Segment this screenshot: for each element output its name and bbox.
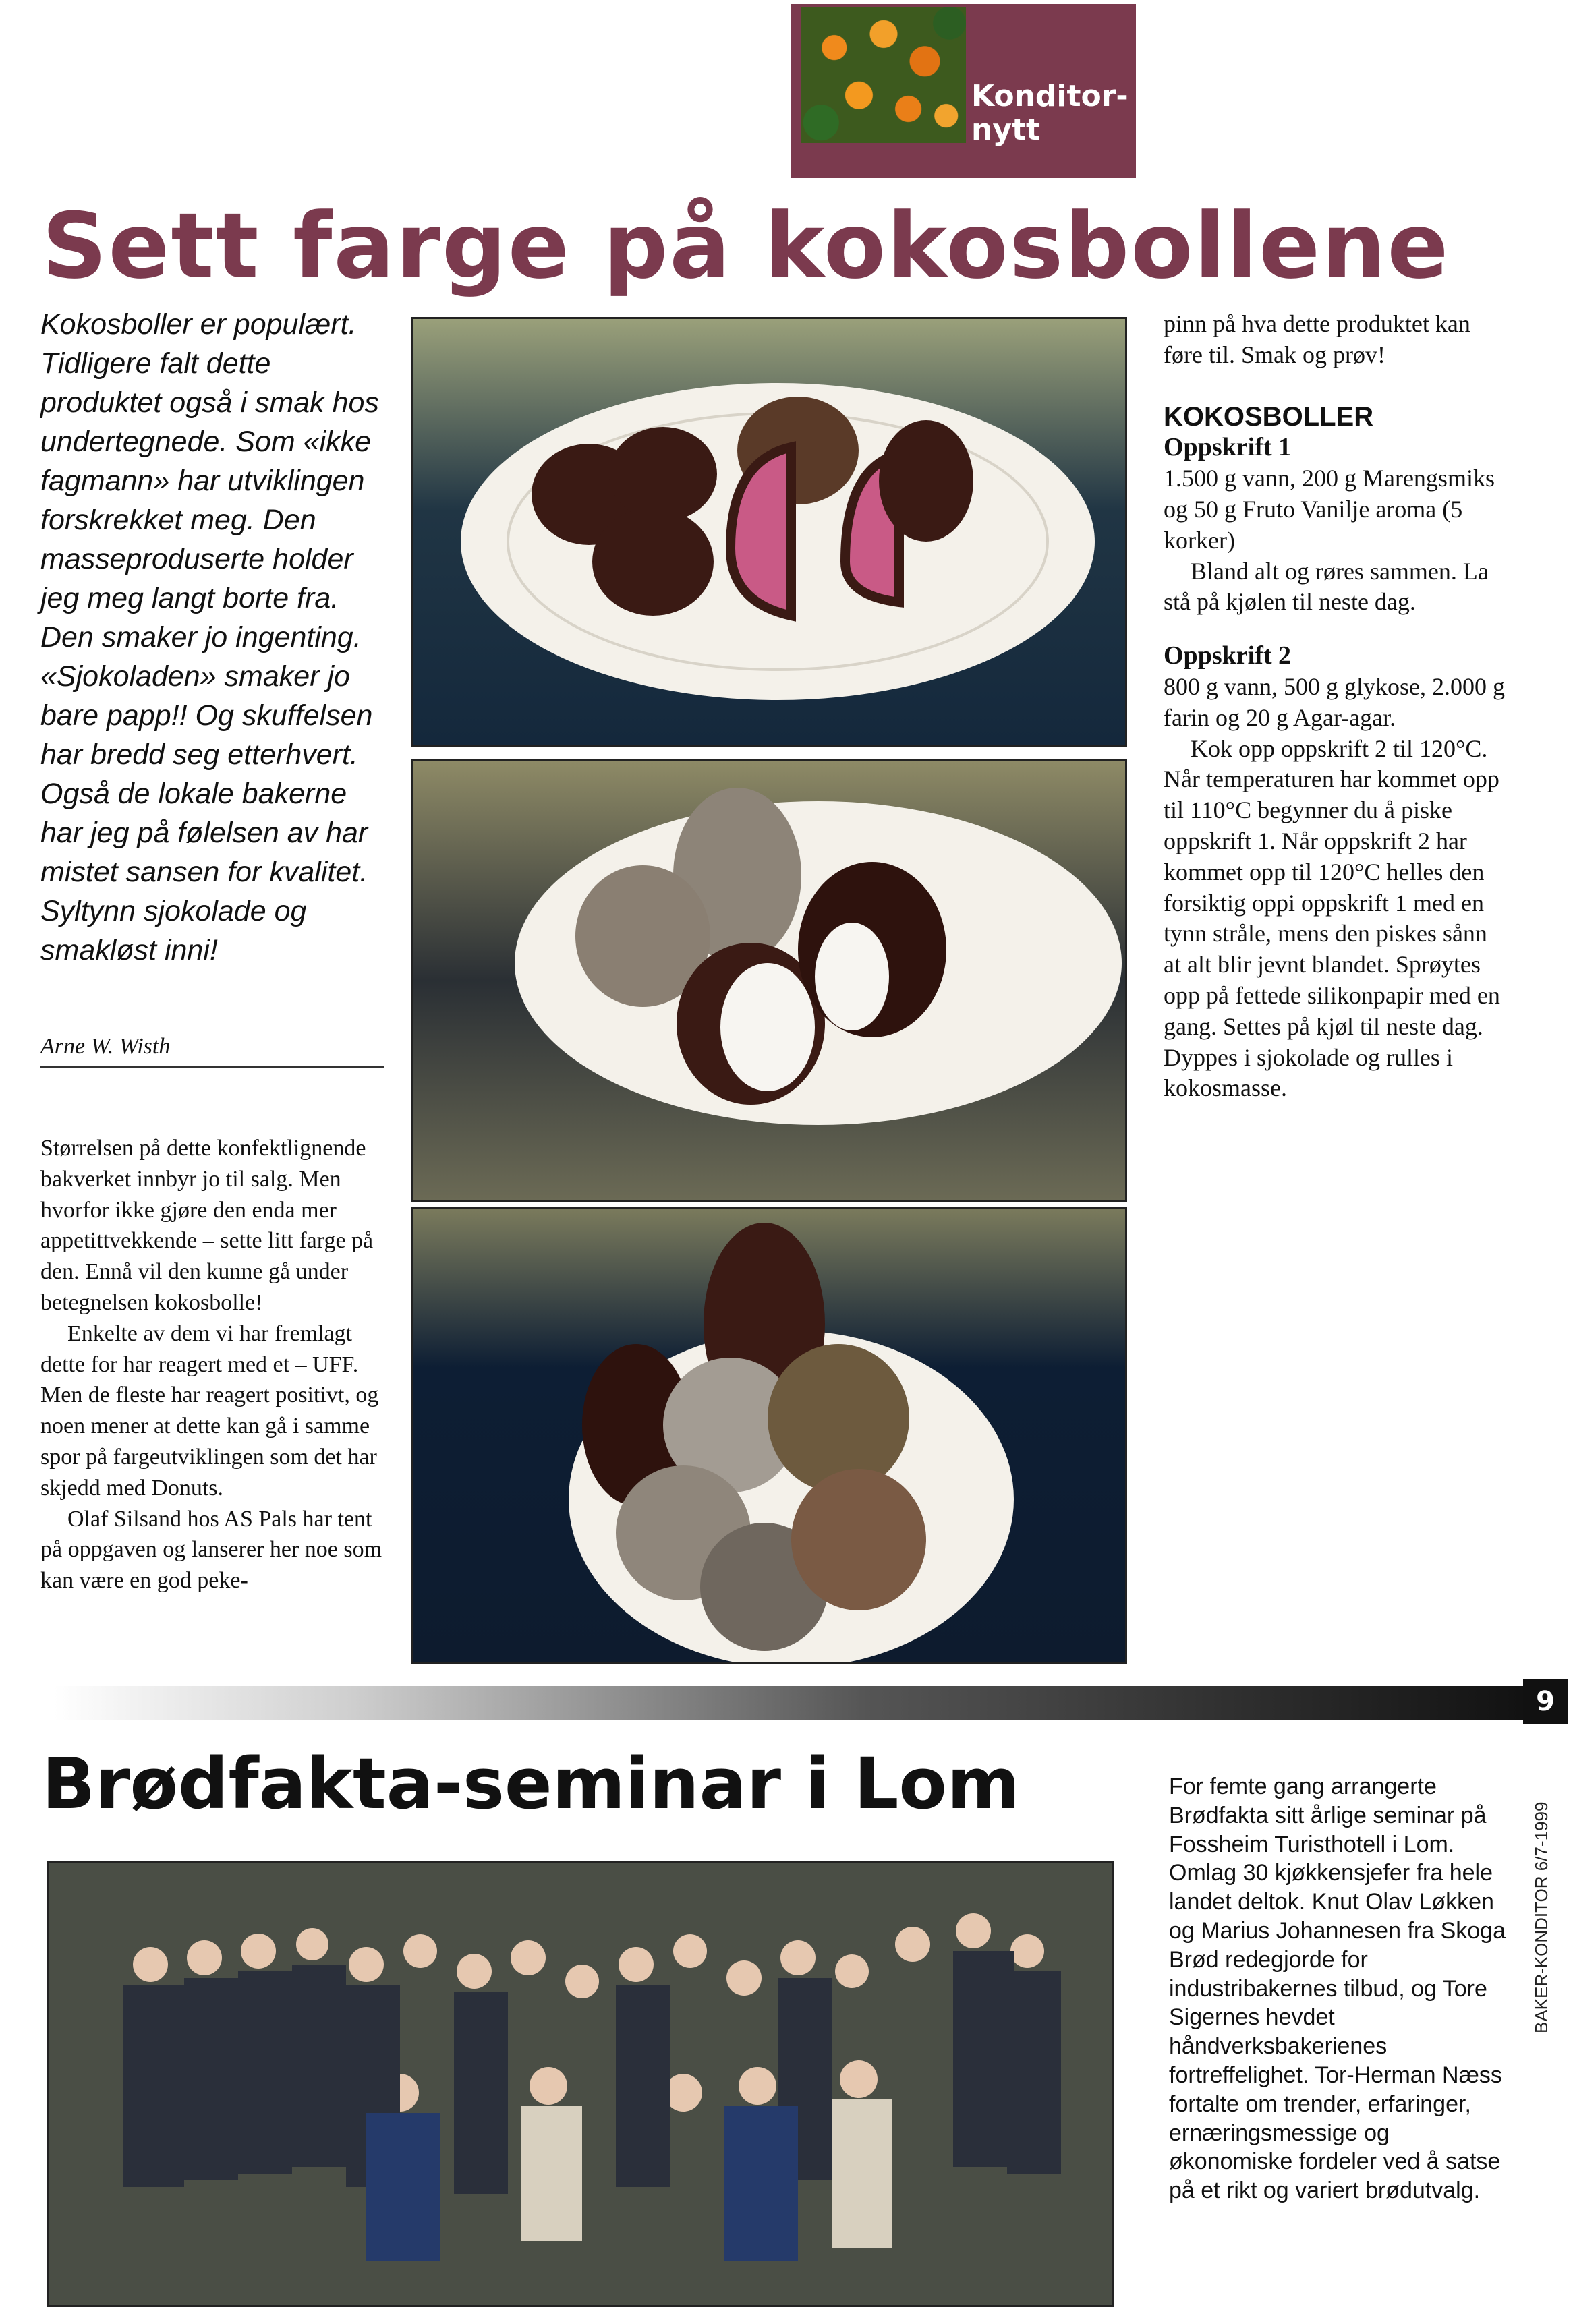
kokosbolle-photo-2 bbox=[411, 759, 1127, 1202]
recipe-title: KOKOSBOLLER bbox=[1164, 401, 1374, 432]
article2-text: For femte gang arrangerte Brødfakta sitt årlige seminar på Fossheim Turisthotell i Lom. Omlag 30 kjøkkensjefer fra hele landet deltok. Knut Olav Løkken og Marius Johannesen fra Skoga Brød redegjorde for industribakernes tilbud, og Tore Sigernes hevdet håndverksbakerienes fortreffelighet. Tor-Herman Næss fortalte om trender, erfaringer, ernæringsmessige og økonomiske fordeler ved å satse på et rikt og variert brødutvalg. bbox=[1169, 1774, 1506, 2204]
body-paragraph: Enkelte av dem vi har fremlagt dette for har reagert med et – UFF. Men de fleste har reagert positivt, og noen mener at dette kan gå i samme spor på fargeutviklingen som det har skjedd med Donuts. bbox=[40, 1320, 379, 1501]
section-label-line2: nytt bbox=[971, 113, 1041, 147]
kokosbolle-photo-3 bbox=[411, 1207, 1127, 1664]
article-title: Sett farge på kokosbollene bbox=[42, 194, 1450, 299]
article-body bbox=[40, 1133, 391, 1596]
recipe-column bbox=[1164, 309, 1508, 1104]
magazine-issue-label: BAKER-KONDITOR 6/7-1999 bbox=[1531, 1801, 1551, 2033]
section-divider bbox=[54, 1686, 1531, 1720]
recipe-part2-ingredients: 800 g vann, 500 g glykose, 2.000 g farin og 20 g Agar-agar. bbox=[1164, 672, 1505, 731]
article2-title: Brødfakta-seminar i Lom bbox=[42, 1743, 1021, 1825]
chocolate-ball bbox=[592, 508, 714, 616]
body-paragraph: Olaf Silsand hos AS Pals har tent på oppgaven og lanserer her noe som kan være en god peke- bbox=[40, 1506, 382, 1594]
group-illustration bbox=[49, 1863, 1112, 2305]
page-number: 9 bbox=[1523, 1679, 1568, 1724]
kokosbolle-illustration-1 bbox=[413, 319, 1125, 745]
oranges-photo bbox=[801, 7, 966, 143]
kokosbolle-photo-1 bbox=[411, 317, 1127, 747]
colored-coconut-ball bbox=[791, 1469, 926, 1610]
colored-coconut-ball bbox=[768, 1344, 909, 1492]
recipe-part1-ingredients: 1.500 g vann, 200 g Marengsmiks og 50 g Fruto Vanilje aroma (5 korker) bbox=[1164, 465, 1495, 554]
recipe-part1-title: Oppskrift 1 bbox=[1164, 433, 1291, 462]
section-label bbox=[971, 80, 1128, 147]
white-filling bbox=[720, 963, 815, 1091]
recipe-part2-steps: Kok opp oppskrift 2 til 120°C. Når temperaturen har kommet opp til 110°C begynner du å piske oppskrift 1. Når oppskrift 2 har kommet opp til 120°C helles den forsiktig oppi oppskrift 1 med en tynn stråle, mens den piskes sånn at alt blir jevnt blandet. Sprøytes opp på fettede silikonpapir med en gang. Settes på kjøl til neste dag. Dyppes i sjokolade og rulles i kokosmasse. bbox=[1164, 734, 1500, 1102]
recipe-part2-title: Oppskrift 2 bbox=[1164, 641, 1291, 670]
chocolate-ball bbox=[879, 420, 973, 542]
recipe-part1-steps: Bland alt og røres sammen. La stå på kjølen til neste dag. bbox=[1164, 557, 1489, 616]
body-paragraph: Størrelsen på dette konfektlignende bakverket innbyr jo til salg. Men hvorfor ikke gjøre den enda mer appetittvekkende – sette litt farge på den. Ennå vil den kunne gå under betegnelsen kokosbolle! bbox=[40, 1136, 374, 1315]
section-label-line1: Konditor- bbox=[971, 79, 1128, 113]
byline: Arne W. Wisth bbox=[40, 1034, 384, 1068]
chocolate-ball bbox=[609, 427, 717, 521]
kokosbolle-illustration-3 bbox=[413, 1209, 1125, 1662]
article-continuation: pinn på hva dette produktet kan føre til. Smak og prøv! bbox=[1164, 310, 1470, 368]
kokosbolle-illustration-2 bbox=[413, 761, 1125, 1200]
white-filling bbox=[815, 923, 889, 1030]
article-intro: Kokosboller er populært. Tidligere falt dette produktet også i smak hos undertegnede. Som «ikke fagmann» har utviklingen forskrekket meg. Den masseproduserte holder jeg meg langt borte fra. Den smaker jo ingenting. «Sjokoladen» smaker jo bare papp!! Og skuffelsen har bredd seg etterhvert. Også de lokale bakerne har jeg på følelsen av har mistet sansen for kvalitet. Syltynn sjokolade og smakløst inni! bbox=[40, 308, 379, 966]
group-photo bbox=[47, 1861, 1114, 2307]
